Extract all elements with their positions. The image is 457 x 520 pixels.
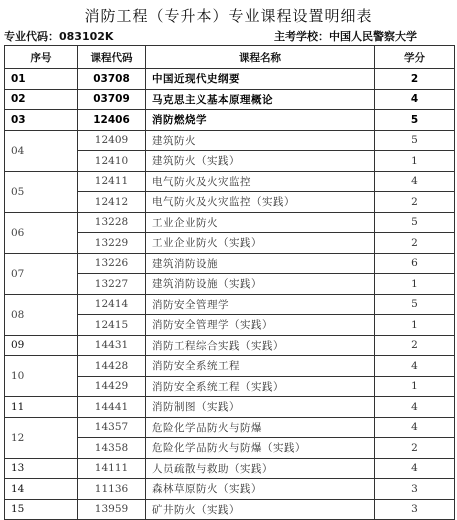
table-body <box>5 69 455 520</box>
cell-credit: 4 <box>375 458 455 479</box>
cell-course-name: 矿井防火（实践） <box>146 499 375 520</box>
cell-code: 12414 <box>78 294 146 315</box>
cell-credit: 4 <box>375 89 455 110</box>
cell-course-name: 电气防火及火灾监控 <box>146 171 375 192</box>
cell-credit: 5 <box>375 294 455 315</box>
cell-course-name: 危险化学品防火与防爆 <box>146 417 375 438</box>
cell-code: 14358 <box>78 438 146 459</box>
table-row <box>5 356 455 377</box>
cell-code: 13226 <box>78 253 146 274</box>
cell-credit: 3 <box>375 499 455 520</box>
major-code: 专业代码：083102K <box>4 30 114 43</box>
cell-code: 11136 <box>78 479 146 500</box>
cell-credit: 3 <box>375 479 455 500</box>
cell-credit: 2 <box>375 438 455 459</box>
cell-code: 12406 <box>78 110 146 131</box>
cell-credit: 4 <box>375 356 455 377</box>
cell-credit: 1 <box>375 315 455 336</box>
cell-code: 13227 <box>78 274 146 295</box>
table-header-row <box>5 46 455 69</box>
header-name: 课程名称 <box>146 46 375 69</box>
course-table <box>4 45 455 520</box>
cell-credit: 1 <box>375 376 455 397</box>
table-row <box>5 89 455 110</box>
cell-course-name: 消防工程综合实践（实践） <box>146 335 375 356</box>
cell-course-name: 工业企业防火（实践） <box>146 233 375 254</box>
cell-seq: 01 <box>5 69 78 90</box>
table-row <box>5 335 455 356</box>
cell-seq: 04 <box>5 130 78 171</box>
table-row <box>5 212 455 233</box>
cell-code: 12409 <box>78 130 146 151</box>
table-row <box>5 130 455 151</box>
cell-code: 03708 <box>78 69 146 90</box>
cell-code: 13228 <box>78 212 146 233</box>
cell-credit: 4 <box>375 397 455 418</box>
cell-credit: 2 <box>375 69 455 90</box>
cell-code: 14429 <box>78 376 146 397</box>
cell-seq: 05 <box>5 171 78 212</box>
cell-course-name: 森林草原防火（实践） <box>146 479 375 500</box>
cell-seq: 14 <box>5 479 78 500</box>
cell-course-name: 人员疏散与救助（实践） <box>146 458 375 479</box>
cell-credit: 2 <box>375 335 455 356</box>
header-seq: 序号 <box>5 46 78 69</box>
cell-seq: 06 <box>5 212 78 253</box>
cell-credit: 5 <box>375 130 455 151</box>
cell-course-name: 马克思主义基本原理概论 <box>146 89 375 110</box>
table-row <box>5 294 455 315</box>
table-row <box>5 253 455 274</box>
cell-code: 03709 <box>78 89 146 110</box>
cell-course-name: 危险化学品防火与防爆（实践） <box>146 438 375 459</box>
table-row <box>5 171 455 192</box>
cell-course-name: 消防安全系统工程 <box>146 356 375 377</box>
cell-credit: 5 <box>375 212 455 233</box>
cell-seq: 12 <box>5 417 78 458</box>
cell-code: 12411 <box>78 171 146 192</box>
cell-seq: 10 <box>5 356 78 397</box>
cell-seq: 07 <box>5 253 78 294</box>
cell-credit: 1 <box>375 151 455 172</box>
cell-seq: 11 <box>5 397 78 418</box>
table-row <box>5 499 455 520</box>
cell-code: 13959 <box>78 499 146 520</box>
cell-credit: 1 <box>375 274 455 295</box>
cell-course-name: 消防安全管理学 <box>146 294 375 315</box>
exam-school: 主考学校：中国人民警察大学 <box>274 30 417 43</box>
cell-course-name: 建筑消防设施（实践） <box>146 274 375 295</box>
cell-seq: 03 <box>5 110 78 131</box>
cell-credit: 5 <box>375 110 455 131</box>
table-row <box>5 417 455 438</box>
cell-course-name: 消防制图（实践） <box>146 397 375 418</box>
cell-course-name: 中国近现代史纲要 <box>146 69 375 90</box>
cell-code: 12415 <box>78 315 146 336</box>
cell-course-name: 消防安全系统工程（实践） <box>146 376 375 397</box>
table-row <box>5 479 455 500</box>
cell-code: 14428 <box>78 356 146 377</box>
cell-code: 14111 <box>78 458 146 479</box>
cell-code: 14357 <box>78 417 146 438</box>
cell-course-name: 建筑防火 <box>146 130 375 151</box>
cell-credit: 4 <box>375 171 455 192</box>
table-row <box>5 458 455 479</box>
table-row <box>5 69 455 90</box>
cell-credit: 6 <box>375 253 455 274</box>
cell-course-name: 消防燃烧学 <box>146 110 375 131</box>
cell-course-name: 工业企业防火 <box>146 212 375 233</box>
cell-credit: 2 <box>375 233 455 254</box>
cell-course-name: 建筑消防设施 <box>146 253 375 274</box>
document-title: 消防工程（专升本）专业课程设置明细表 <box>84 7 373 25</box>
cell-code: 13229 <box>78 233 146 254</box>
cell-code: 14431 <box>78 335 146 356</box>
cell-code: 12410 <box>78 151 146 172</box>
cell-code: 14441 <box>78 397 146 418</box>
cell-code: 12412 <box>78 192 146 213</box>
cell-seq: 08 <box>5 294 78 335</box>
cell-course-name: 电气防火及火灾监控（实践） <box>146 192 375 213</box>
table-row <box>5 397 455 418</box>
cell-seq: 13 <box>5 458 78 479</box>
header-code: 课程代码 <box>78 46 146 69</box>
cell-seq: 15 <box>5 499 78 520</box>
cell-course-name: 建筑防火（实践） <box>146 151 375 172</box>
table-row <box>5 110 455 131</box>
cell-seq: 09 <box>5 335 78 356</box>
cell-seq: 02 <box>5 89 78 110</box>
cell-course-name: 消防安全管理学（实践） <box>146 315 375 336</box>
header-credit: 学分 <box>375 46 455 69</box>
cell-credit: 4 <box>375 417 455 438</box>
cell-credit: 2 <box>375 192 455 213</box>
